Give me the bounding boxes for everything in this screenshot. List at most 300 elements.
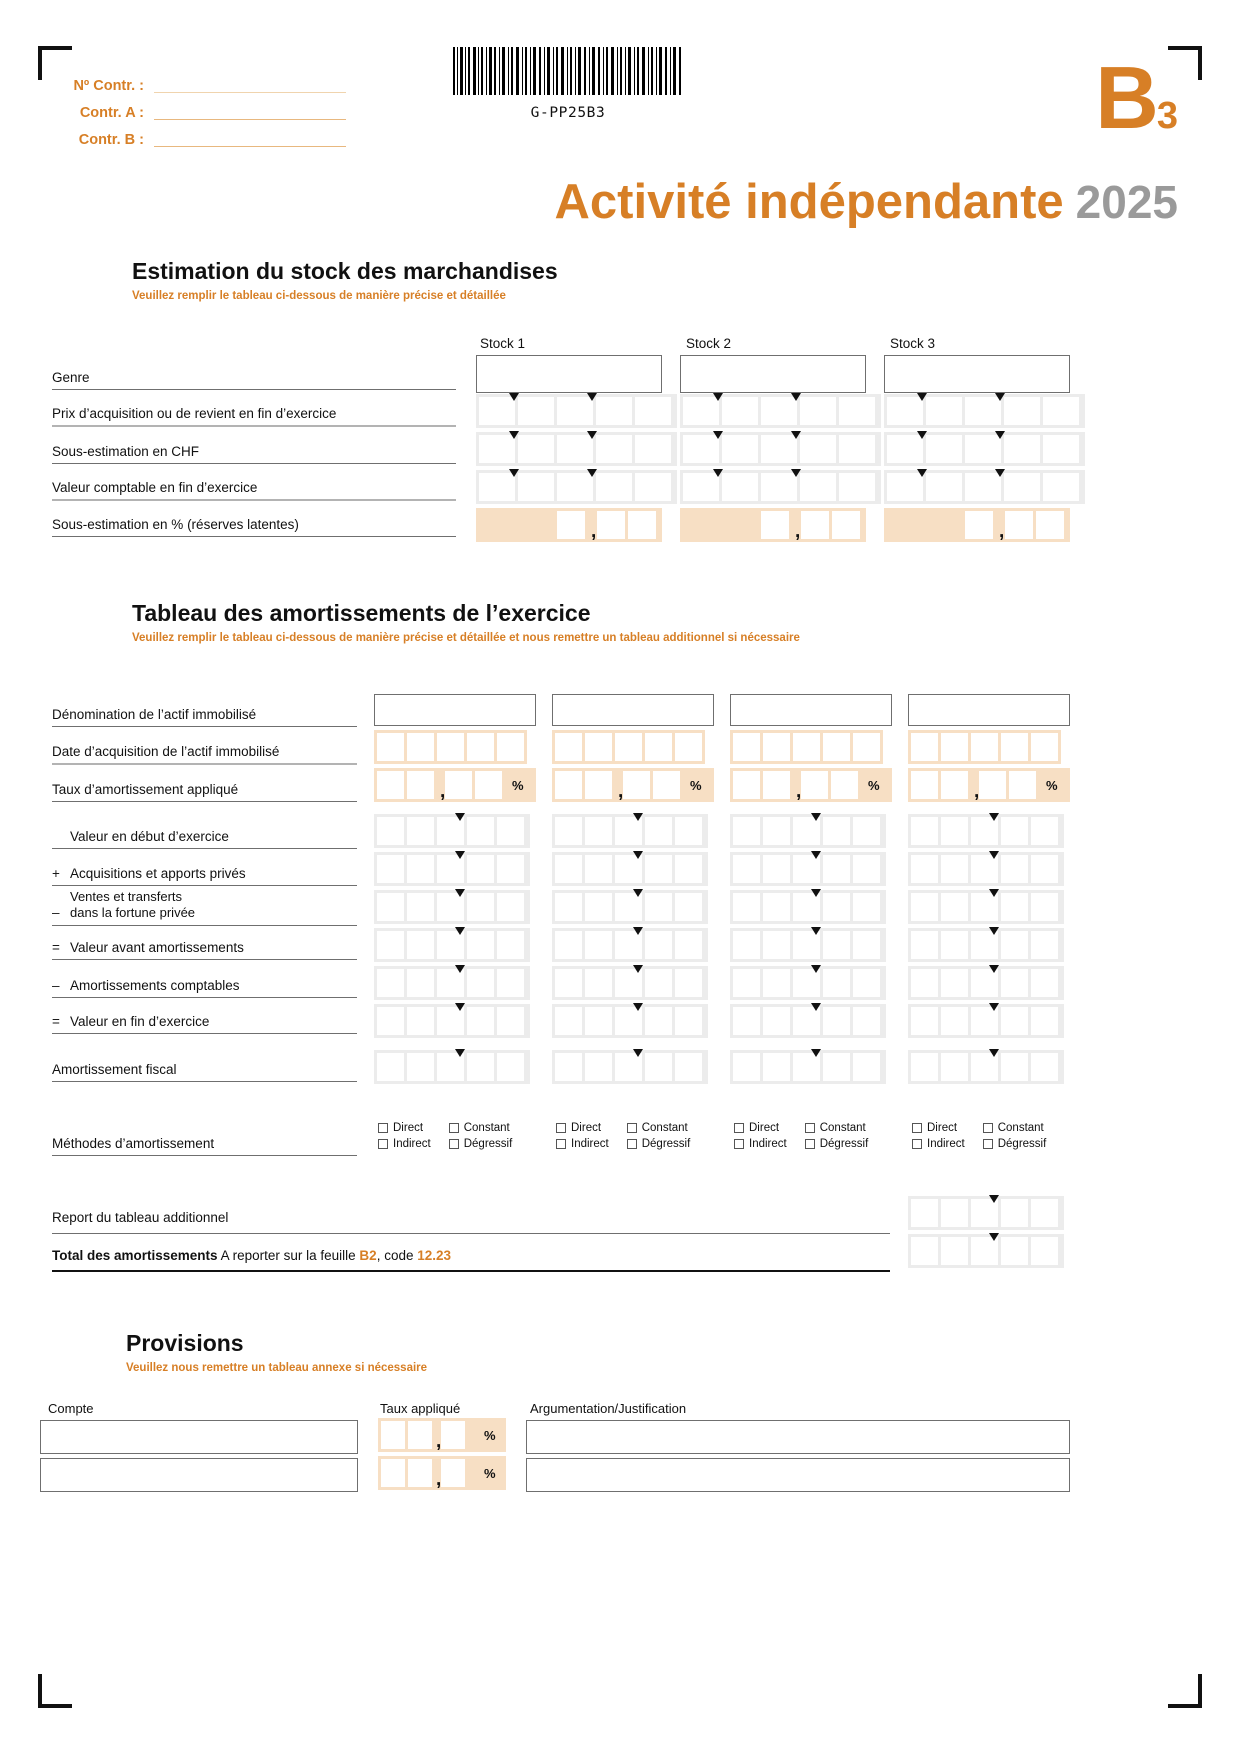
- digit-cell[interactable]: [377, 855, 404, 883]
- amort-date-band[interactable]: [730, 730, 883, 764]
- digit-cell[interactable]: [1043, 397, 1079, 425]
- digit-cell[interactable]: [585, 771, 612, 799]
- digit-cell[interactable]: [763, 893, 790, 921]
- digit-cell[interactable]: [1001, 893, 1028, 921]
- stock-cell-band[interactable]: [680, 394, 881, 428]
- stock-cell-band[interactable]: [884, 470, 1085, 504]
- digit-cell[interactable]: [853, 817, 880, 845]
- digit-cell[interactable]: [479, 473, 515, 501]
- digit-cell[interactable]: [467, 969, 494, 997]
- provisions-compte-input-1[interactable]: [40, 1420, 358, 1454]
- amort-value-row-6-3[interactable]: [730, 1004, 886, 1038]
- amort-cell-band[interactable]: [908, 928, 1064, 962]
- digit-cell[interactable]: [733, 817, 760, 845]
- digit-cell[interactable]: [1001, 733, 1028, 761]
- digit-cell[interactable]: [675, 733, 702, 761]
- digit-cell[interactable]: [971, 1053, 998, 1081]
- digit-cell[interactable]: [926, 397, 962, 425]
- checkbox-icon[interactable]: [912, 1139, 922, 1149]
- digit-cell[interactable]: [497, 817, 524, 845]
- digit-cell[interactable]: [557, 435, 593, 463]
- digit-cell[interactable]: [377, 969, 404, 997]
- digit-cell[interactable]: [407, 969, 434, 997]
- digit-cell[interactable]: [555, 1007, 582, 1035]
- digit-cell[interactable]: [555, 771, 582, 799]
- amort-date-row-4[interactable]: [908, 730, 1061, 764]
- digit-cell[interactable]: [763, 771, 790, 799]
- digit-cell[interactable]: [911, 855, 938, 883]
- digit-cell[interactable]: [887, 435, 923, 463]
- digit-cell[interactable]: [941, 1199, 968, 1227]
- amort-value-row-3-3[interactable]: [730, 890, 886, 924]
- checkbox-degressif-2[interactable]: [627, 1138, 691, 1150]
- digit-cell[interactable]: [1009, 771, 1036, 799]
- digit-cell[interactable]: [441, 1421, 465, 1449]
- digit-cell[interactable]: [793, 1007, 820, 1035]
- amort-cell-band[interactable]: [908, 966, 1064, 1000]
- digit-cell[interactable]: [823, 969, 850, 997]
- digit-cell[interactable]: [733, 893, 760, 921]
- stock-amount-row-3-2[interactable]: [680, 470, 881, 504]
- digit-cell[interactable]: [475, 771, 502, 799]
- digit-cell[interactable]: [645, 931, 672, 959]
- stock-amount-row-2-1[interactable]: [476, 432, 677, 466]
- digit-cell[interactable]: [722, 435, 758, 463]
- digit-cell[interactable]: [1031, 931, 1058, 959]
- amort-value-row-4-4[interactable]: [908, 928, 1064, 962]
- amort-methods-col-direct-4[interactable]: [912, 1122, 965, 1150]
- digit-cell[interactable]: [615, 1007, 642, 1035]
- digit-cell[interactable]: [1001, 1237, 1028, 1265]
- digit-cell[interactable]: [763, 931, 790, 959]
- digit-cell[interactable]: [1001, 1199, 1028, 1227]
- digit-cell[interactable]: [377, 893, 404, 921]
- digit-cell[interactable]: [497, 1007, 524, 1035]
- digit-cell[interactable]: [823, 1007, 850, 1035]
- digit-cell[interactable]: [793, 969, 820, 997]
- digit-cell[interactable]: [911, 1053, 938, 1081]
- amort-cell-band[interactable]: [552, 1004, 708, 1038]
- checkbox-icon[interactable]: [805, 1139, 815, 1149]
- digit-cell[interactable]: [801, 771, 828, 799]
- stock-genre-input-3[interactable]: [884, 355, 1070, 393]
- amort-value-row-6-2[interactable]: [552, 1004, 708, 1038]
- amort-date-band[interactable]: [552, 730, 705, 764]
- checkbox-constant-2[interactable]: [627, 1122, 691, 1134]
- amort-methods-group-4[interactable]: [912, 1122, 1046, 1150]
- digit-cell[interactable]: [645, 1007, 672, 1035]
- digit-cell[interactable]: [823, 931, 850, 959]
- amort-denomination-input-1[interactable]: [374, 694, 536, 726]
- digit-cell[interactable]: [628, 511, 656, 539]
- amort-value-row-5-2[interactable]: [552, 966, 708, 1000]
- digit-cell[interactable]: [733, 931, 760, 959]
- digit-cell[interactable]: [887, 473, 923, 501]
- checkbox-degressif-1[interactable]: [449, 1138, 513, 1150]
- amort-taux-band[interactable]: [552, 768, 714, 802]
- digit-cell[interactable]: [971, 893, 998, 921]
- stock-amount-row-2-2[interactable]: [680, 432, 881, 466]
- amort-value-row-4-1[interactable]: [374, 928, 530, 962]
- digit-cell[interactable]: [911, 969, 938, 997]
- checkbox-icon[interactable]: [805, 1123, 815, 1133]
- digit-cell[interactable]: [941, 1007, 968, 1035]
- digit-cell[interactable]: [911, 1007, 938, 1035]
- digit-cell[interactable]: [518, 473, 554, 501]
- amort-value-row-2-3[interactable]: [730, 852, 886, 886]
- digit-cell[interactable]: [823, 893, 850, 921]
- digit-cell[interactable]: [675, 1053, 702, 1081]
- digit-cell[interactable]: [407, 817, 434, 845]
- amort-value-row-5-4[interactable]: [908, 966, 1064, 1000]
- digit-cell[interactable]: [407, 893, 434, 921]
- amort-value-row-4-3[interactable]: [730, 928, 886, 962]
- amort-taux-row-4[interactable]: [908, 768, 1070, 802]
- stock-percent-band[interactable]: [884, 508, 1070, 542]
- digit-cell[interactable]: [965, 511, 993, 539]
- checkbox-degressif-3[interactable]: [805, 1138, 869, 1150]
- digit-cell[interactable]: [1004, 435, 1040, 463]
- amort-cell-band[interactable]: [374, 814, 530, 848]
- digit-cell[interactable]: [800, 397, 836, 425]
- amort-methods-col-constant-3[interactable]: [805, 1122, 869, 1150]
- amort-cell-band[interactable]: [552, 928, 708, 962]
- amort-cell-band[interactable]: [374, 966, 530, 1000]
- digit-cell[interactable]: [437, 893, 464, 921]
- digit-cell[interactable]: [722, 473, 758, 501]
- digit-cell[interactable]: [971, 1007, 998, 1035]
- amort-denomination-input-3[interactable]: [730, 694, 892, 726]
- digit-cell[interactable]: [761, 511, 789, 539]
- digit-cell[interactable]: [437, 855, 464, 883]
- amort-cell-band[interactable]: [908, 1234, 1064, 1268]
- amort-fiscal-row-3[interactable]: [730, 1050, 886, 1084]
- digit-cell[interactable]: [853, 969, 880, 997]
- amort-cell-band[interactable]: [730, 890, 886, 924]
- stock-amount-row-1-2[interactable]: [680, 394, 881, 428]
- digit-cell[interactable]: [793, 817, 820, 845]
- digit-cell[interactable]: [911, 1237, 938, 1265]
- checkbox-icon[interactable]: [449, 1139, 459, 1149]
- digit-cell[interactable]: [408, 1421, 432, 1449]
- digit-cell[interactable]: [1004, 473, 1040, 501]
- digit-cell[interactable]: [645, 855, 672, 883]
- digit-cell[interactable]: [635, 435, 671, 463]
- digit-cell[interactable]: [1031, 1237, 1058, 1265]
- report-additional-row[interactable]: [908, 1196, 1064, 1230]
- digit-cell[interactable]: [853, 733, 880, 761]
- digit-cell[interactable]: [408, 1459, 432, 1487]
- digit-cell[interactable]: [971, 855, 998, 883]
- digit-cell[interactable]: [445, 771, 472, 799]
- checkbox-icon[interactable]: [734, 1139, 744, 1149]
- checkbox-icon[interactable]: [983, 1123, 993, 1133]
- digit-cell[interactable]: [596, 435, 632, 463]
- amort-denomination-input-2[interactable]: [552, 694, 714, 726]
- checkbox-degressif-4[interactable]: [983, 1138, 1047, 1150]
- provisions-argumentation-input-1[interactable]: [526, 1420, 1070, 1454]
- amort-cell-band[interactable]: [552, 852, 708, 886]
- digit-cell[interactable]: [497, 1053, 524, 1081]
- ident-input-contr-b[interactable]: [154, 131, 346, 147]
- digit-cell[interactable]: [1005, 511, 1033, 539]
- amort-cell-band[interactable]: [730, 852, 886, 886]
- digit-cell[interactable]: [839, 397, 875, 425]
- checkbox-icon[interactable]: [378, 1139, 388, 1149]
- amort-cell-band[interactable]: [552, 890, 708, 924]
- digit-cell[interactable]: [733, 1053, 760, 1081]
- amort-taux-band[interactable]: [908, 768, 1070, 802]
- digit-cell[interactable]: [911, 893, 938, 921]
- digit-cell[interactable]: [763, 817, 790, 845]
- amort-cell-band[interactable]: [908, 1050, 1064, 1084]
- digit-cell[interactable]: [853, 893, 880, 921]
- digit-cell[interactable]: [377, 771, 404, 799]
- digit-cell[interactable]: [479, 435, 515, 463]
- amort-value-row-2-4[interactable]: [908, 852, 1064, 886]
- digit-cell[interactable]: [1031, 1007, 1058, 1035]
- digit-cell[interactable]: [1043, 435, 1079, 463]
- digit-cell[interactable]: [615, 969, 642, 997]
- checkbox-icon[interactable]: [556, 1139, 566, 1149]
- digit-cell[interactable]: [596, 473, 632, 501]
- digit-cell[interactable]: [497, 855, 524, 883]
- digit-cell[interactable]: [623, 771, 650, 799]
- digit-cell[interactable]: [971, 817, 998, 845]
- amort-value-row-2-1[interactable]: [374, 852, 530, 886]
- digit-cell[interactable]: [645, 733, 672, 761]
- digit-cell[interactable]: [1031, 969, 1058, 997]
- stock-amount-row-1-1[interactable]: [476, 394, 677, 428]
- digit-cell[interactable]: [839, 435, 875, 463]
- stock-cell-band[interactable]: [680, 470, 881, 504]
- digit-cell[interactable]: [585, 969, 612, 997]
- digit-cell[interactable]: [1031, 1053, 1058, 1081]
- amort-cell-band[interactable]: [374, 890, 530, 924]
- amort-value-row-3-1[interactable]: [374, 890, 530, 924]
- checkbox-icon[interactable]: [556, 1123, 566, 1133]
- digit-cell[interactable]: [761, 435, 797, 463]
- provisions-taux-row-1[interactable]: [378, 1418, 506, 1452]
- digit-cell[interactable]: [971, 1199, 998, 1227]
- amort-value-row-1-1[interactable]: [374, 814, 530, 848]
- amort-cell-band[interactable]: [908, 890, 1064, 924]
- digit-cell[interactable]: [437, 969, 464, 997]
- checkbox-icon[interactable]: [449, 1123, 459, 1133]
- digit-cell[interactable]: [965, 435, 1001, 463]
- digit-cell[interactable]: [1043, 473, 1079, 501]
- checkbox-direct-3[interactable]: [734, 1122, 787, 1134]
- amort-value-row-4-2[interactable]: [552, 928, 708, 962]
- digit-cell[interactable]: [941, 893, 968, 921]
- stock-genre-input-1[interactable]: [476, 355, 662, 393]
- digit-cell[interactable]: [467, 817, 494, 845]
- ident-input-no-contr[interactable]: [154, 77, 346, 93]
- amort-taux-band[interactable]: [730, 768, 892, 802]
- digit-cell[interactable]: [585, 893, 612, 921]
- digit-cell[interactable]: [615, 931, 642, 959]
- amort-value-row-3-4[interactable]: [908, 890, 1064, 924]
- digit-cell[interactable]: [965, 397, 1001, 425]
- digit-cell[interactable]: [377, 1053, 404, 1081]
- digit-cell[interactable]: [437, 931, 464, 959]
- digit-cell[interactable]: [381, 1459, 405, 1487]
- digit-cell[interactable]: [1001, 1053, 1028, 1081]
- stock-percent-band[interactable]: [476, 508, 662, 542]
- digit-cell[interactable]: [377, 733, 404, 761]
- amort-value-row-1-3[interactable]: [730, 814, 886, 848]
- amort-methods-group-1[interactable]: [378, 1122, 512, 1150]
- amort-cell-band[interactable]: [730, 928, 886, 962]
- digit-cell[interactable]: [467, 1053, 494, 1081]
- digit-cell[interactable]: [1004, 397, 1040, 425]
- digit-cell[interactable]: [615, 1053, 642, 1081]
- digit-cell[interactable]: [911, 733, 938, 761]
- digit-cell[interactable]: [497, 969, 524, 997]
- digit-cell[interactable]: [911, 1199, 938, 1227]
- digit-cell[interactable]: [585, 855, 612, 883]
- digit-cell[interactable]: [763, 1007, 790, 1035]
- digit-cell[interactable]: [653, 771, 680, 799]
- amort-cell-band[interactable]: [552, 814, 708, 848]
- stock-percent-row-3[interactable]: [884, 508, 1070, 542]
- digit-cell[interactable]: [1031, 1199, 1058, 1227]
- digit-cell[interactable]: [555, 733, 582, 761]
- provisions-taux-row-2[interactable]: [378, 1456, 506, 1490]
- checkbox-constant-3[interactable]: [805, 1122, 869, 1134]
- amort-cell-band[interactable]: [374, 1050, 530, 1084]
- checkbox-indirect-1[interactable]: [378, 1138, 431, 1150]
- digit-cell[interactable]: [407, 1007, 434, 1035]
- digit-cell[interactable]: [733, 771, 760, 799]
- digit-cell[interactable]: [761, 397, 797, 425]
- digit-cell[interactable]: [941, 1237, 968, 1265]
- digit-cell[interactable]: [407, 1053, 434, 1081]
- stock-cell-band[interactable]: [884, 394, 1085, 428]
- amort-cell-band[interactable]: [374, 852, 530, 886]
- digit-cell[interactable]: [823, 817, 850, 845]
- digit-cell[interactable]: [1001, 855, 1028, 883]
- digit-cell[interactable]: [407, 855, 434, 883]
- stock-amount-row-3-1[interactable]: [476, 470, 677, 504]
- amort-value-row-5-1[interactable]: [374, 966, 530, 1000]
- digit-cell[interactable]: [557, 511, 585, 539]
- digit-cell[interactable]: [800, 435, 836, 463]
- stock-percent-band[interactable]: [680, 508, 866, 542]
- digit-cell[interactable]: [467, 733, 494, 761]
- digit-cell[interactable]: [793, 855, 820, 883]
- digit-cell[interactable]: [555, 969, 582, 997]
- digit-cell[interactable]: [763, 969, 790, 997]
- digit-cell[interactable]: [555, 817, 582, 845]
- digit-cell[interactable]: [407, 931, 434, 959]
- digit-cell[interactable]: [887, 397, 923, 425]
- amort-cell-band[interactable]: [730, 1050, 886, 1084]
- amort-taux-row-3[interactable]: [730, 768, 892, 802]
- amort-methods-col-direct-3[interactable]: [734, 1122, 787, 1150]
- digit-cell[interactable]: [1031, 855, 1058, 883]
- amort-value-row-1-4[interactable]: [908, 814, 1064, 848]
- amort-methods-col-constant-2[interactable]: [627, 1122, 691, 1150]
- digit-cell[interactable]: [823, 855, 850, 883]
- amort-value-row-2-2[interactable]: [552, 852, 708, 886]
- digit-cell[interactable]: [965, 473, 1001, 501]
- checkbox-icon[interactable]: [983, 1139, 993, 1149]
- checkbox-icon[interactable]: [627, 1123, 637, 1133]
- provisions-compte-input-2[interactable]: [40, 1458, 358, 1492]
- digit-cell[interactable]: [467, 893, 494, 921]
- digit-cell[interactable]: [675, 969, 702, 997]
- amort-cell-band[interactable]: [730, 966, 886, 1000]
- checkbox-indirect-3[interactable]: [734, 1138, 787, 1150]
- digit-cell[interactable]: [793, 893, 820, 921]
- digit-cell[interactable]: [793, 733, 820, 761]
- digit-cell[interactable]: [1031, 817, 1058, 845]
- digit-cell[interactable]: [467, 1007, 494, 1035]
- digit-cell[interactable]: [722, 397, 758, 425]
- digit-cell[interactable]: [763, 1053, 790, 1081]
- digit-cell[interactable]: [437, 1053, 464, 1081]
- digit-cell[interactable]: [555, 1053, 582, 1081]
- digit-cell[interactable]: [853, 855, 880, 883]
- provisions-argumentation-input-2[interactable]: [526, 1458, 1070, 1492]
- checkbox-indirect-4[interactable]: [912, 1138, 965, 1150]
- checkbox-constant-4[interactable]: [983, 1122, 1047, 1134]
- amort-methods-col-constant-4[interactable]: [983, 1122, 1047, 1150]
- digit-cell[interactable]: [832, 511, 860, 539]
- amort-denomination-input-4[interactable]: [908, 694, 1070, 726]
- digit-cell[interactable]: [733, 1007, 760, 1035]
- amort-methods-col-constant-1[interactable]: [449, 1122, 513, 1150]
- amort-cell-band[interactable]: [374, 1004, 530, 1038]
- digit-cell[interactable]: [911, 771, 938, 799]
- digit-cell[interactable]: [467, 855, 494, 883]
- digit-cell[interactable]: [645, 969, 672, 997]
- ident-input-contr-a[interactable]: [154, 104, 346, 120]
- amort-value-row-6-1[interactable]: [374, 1004, 530, 1038]
- digit-cell[interactable]: [971, 733, 998, 761]
- amort-cell-band[interactable]: [908, 814, 1064, 848]
- checkbox-indirect-2[interactable]: [556, 1138, 609, 1150]
- digit-cell[interactable]: [555, 893, 582, 921]
- digit-cell[interactable]: [675, 817, 702, 845]
- digit-cell[interactable]: [497, 893, 524, 921]
- digit-cell[interactable]: [941, 771, 968, 799]
- amort-fiscal-row-2[interactable]: [552, 1050, 708, 1084]
- digit-cell[interactable]: [377, 1007, 404, 1035]
- digit-cell[interactable]: [763, 733, 790, 761]
- digit-cell[interactable]: [518, 435, 554, 463]
- digit-cell[interactable]: [555, 855, 582, 883]
- digit-cell[interactable]: [518, 397, 554, 425]
- digit-cell[interactable]: [675, 1007, 702, 1035]
- stock-amount-row-2-3[interactable]: [884, 432, 1085, 466]
- digit-cell[interactable]: [635, 473, 671, 501]
- digit-cell[interactable]: [853, 931, 880, 959]
- digit-cell[interactable]: [675, 855, 702, 883]
- digit-cell[interactable]: [823, 733, 850, 761]
- digit-cell[interactable]: [1001, 1007, 1028, 1035]
- stock-amount-row-3-3[interactable]: [884, 470, 1085, 504]
- checkbox-icon[interactable]: [627, 1139, 637, 1149]
- amort-cell-band[interactable]: [374, 928, 530, 962]
- digit-cell[interactable]: [675, 893, 702, 921]
- digit-cell[interactable]: [635, 397, 671, 425]
- digit-cell[interactable]: [971, 1237, 998, 1265]
- digit-cell[interactable]: [407, 771, 434, 799]
- digit-cell[interactable]: [941, 1053, 968, 1081]
- digit-cell[interactable]: [941, 817, 968, 845]
